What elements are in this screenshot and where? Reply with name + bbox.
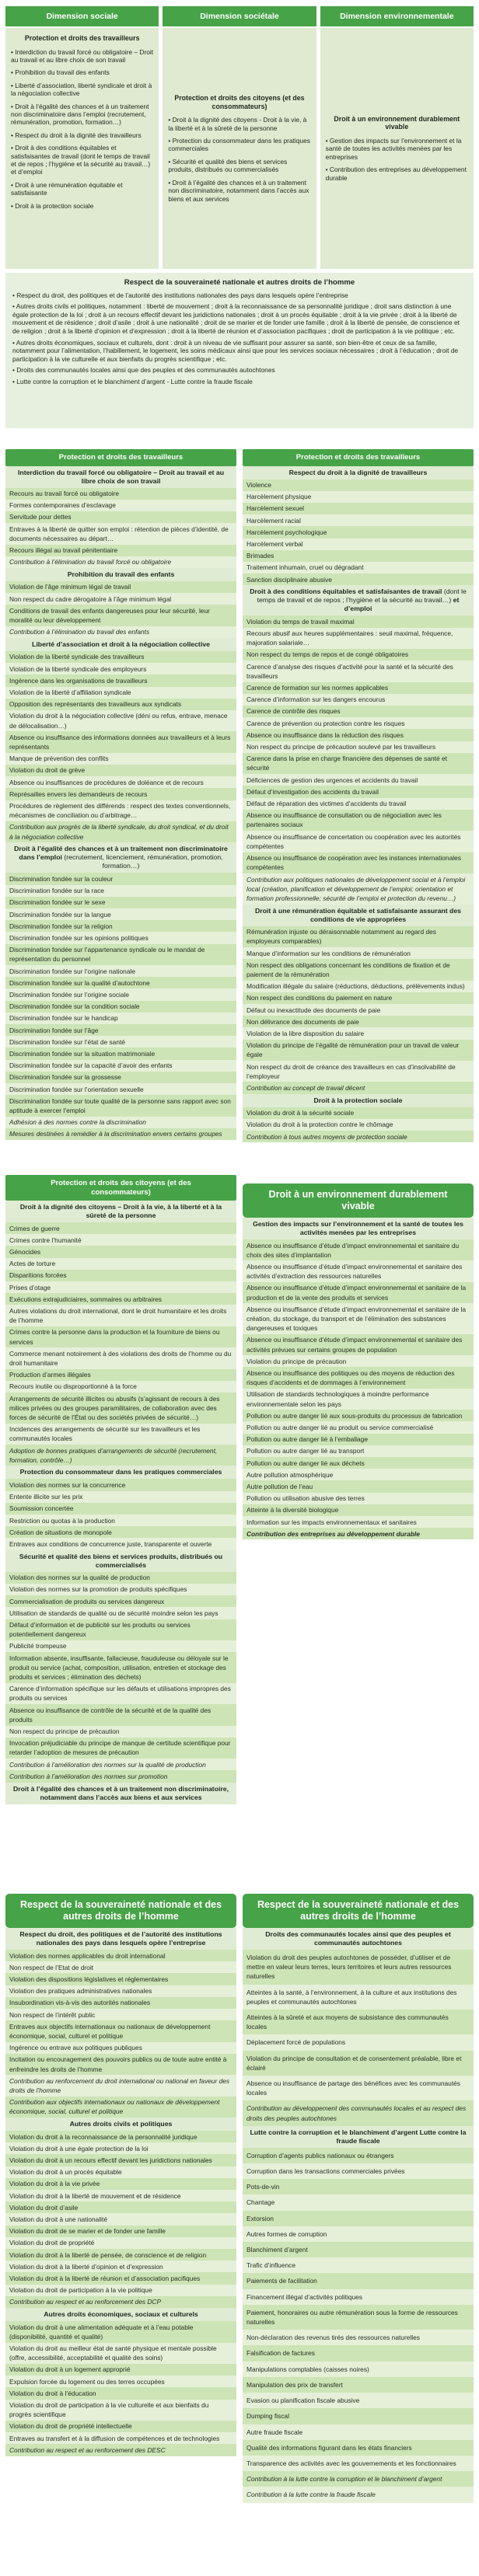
section-subheader xyxy=(243,1094,474,1107)
table-row: Autres formes de corruption xyxy=(243,2226,474,2242)
dimensions-overview-table xyxy=(5,6,474,428)
table-row: Violation du droit à un logement approprié xyxy=(5,2364,236,2376)
table-row: Contribution au développement des communautés locales et au respect des droits des peuples autochtones xyxy=(243,2100,474,2125)
table-row: Entraves au transfert et à la diffusion de compétences et de technologies xyxy=(5,2432,236,2444)
table-row: Harcèlement verbal xyxy=(243,539,474,550)
table-row: Pollution ou autre danger lié à l’emballage xyxy=(243,1434,474,1445)
table-row: Opposition des représentants des travailleurs aux syndicats xyxy=(5,699,236,710)
bullet-item: • Droit à une rémunération équitable et satisfaisante xyxy=(11,180,123,197)
table-row: Défaut ou inexactitude des documents de paie xyxy=(243,1004,474,1016)
table-row: Contribution à l’amélioration des normes sur promotion xyxy=(5,1770,236,1782)
table-row: Discrimination fondée sur la couleur xyxy=(5,873,236,884)
table-row: Violation du principe de l’égalité de rémunération pour un travail de valeur égale xyxy=(243,1040,474,1061)
table-row: Entente illicite sur les prix xyxy=(5,1491,236,1503)
subheader-text: et d’emploi xyxy=(344,596,460,613)
right-detail-column xyxy=(243,449,474,2576)
table-row: Violation du principe de consultation et de consentement préalable, libre et éclairé xyxy=(243,2051,474,2076)
table-row: Violation du droit à la vie privée xyxy=(5,2178,236,2190)
bullet-item: • Autres droits civils et politiques, notamment : liberté de mouvement ; droit à la reconnaissance de sa personnalité juridique ; droit sans distinction à une égale protection de la loi ; droit à un recours effectif devant les juridictions nationales ; droit à un procès équitable ; droit à la vie privée ; droit à la liberté de mouvement et de résidence ; droit d’asile ; droit à une nationalité ; droit de se marier et de fonder une famille ; droit à la liberté de pensée, de conscience et de religion ; droit à la liberté d’opinion et d’expression ; droit à la liberté de réunion et d’association pacifiques ; droit de participation à la vie politique ; etc. xyxy=(12,302,460,335)
table-row: Discrimination fondée sur le handicap xyxy=(5,1013,236,1024)
table-row: Non respect du cadre dérogatoire à l’âge minimum légal xyxy=(5,593,236,605)
table-row: Rémunération injuste ou déraisonnable notamment au regard des employeurs comparables) xyxy=(243,926,474,947)
table-row: Procédures de règlement des différends : respect des textes conventionnels, mécanismes de conciliation ou d’arbitrage… xyxy=(5,800,236,821)
table-row: Violation du droit de participation à la vie politique xyxy=(5,2285,236,2296)
table-row: Violation du droit à un recours effectif devant les juridictions nationales xyxy=(5,2154,236,2166)
table-row: Carence dans la prise en charge financière des dépenses de santé et sécurité xyxy=(243,753,474,774)
souverainete-overview-section xyxy=(5,273,474,428)
table-row: Autre pollution de l’eau xyxy=(243,1480,474,1492)
table-row: Défaut de réparation des victimes d’accidents du travail xyxy=(243,798,474,810)
table-row: Arrangements de sécurité illicites ou abusifs (s’agissant de recours à des milices privées ou des groupes paramilitaires, de collaboration avec des forces de sécurité de l’État ou des sociétés privées de sécurité…) xyxy=(5,1393,236,1424)
bullet-item: • Droit à la dignité des citoyens - Droit à la vie, à la liberté et à la sûreté de la personne xyxy=(168,116,307,132)
table-row: Ingérence ou entrave aux politiques publiques xyxy=(5,2042,236,2054)
bullet-item: • Prohibition du travail des enfants xyxy=(11,68,110,77)
table-row: Violation du droit au meilleur état de santé physique et mentale possible (offre, accessibilité, acceptabilité et qualité des soins) xyxy=(5,2343,236,2364)
table-row: Autres violations du droit international, dont le droit humanitaire et les droits de l’homme xyxy=(5,1305,236,1326)
table-row: Harcèlement psychologique xyxy=(243,526,474,538)
table-row: Paiement, honoraires ou autre rémunération sous la forme de ressources naturelles xyxy=(243,2305,474,2330)
table-header: Protection et droits des citoyens (et des consommateurs) xyxy=(5,1175,236,1201)
table-row: Violation de la liberté d’affiliation syndicale xyxy=(5,687,236,699)
table-row: Violation du droit de participation à la vie culturelle et aux bienfaits du progrès scientifique xyxy=(5,2400,236,2421)
table-row: Carence de contrôle des risques xyxy=(243,706,474,717)
subheader-text: Respect du droit, des politiques et de l’autorité des institutions nationales des pays dans lesquels opère l’entreprise xyxy=(19,1930,222,1947)
table-row: Non respect du principe de précaution xyxy=(5,1726,236,1738)
table-row: Absence ou insuffisance des informations données aux travailleurs et à leurs représentants xyxy=(5,731,236,752)
table-row: Recours abusif aux heures supplémentaires : seuil maximal, fréquence, majoration salariale… xyxy=(243,628,474,649)
column-dimension-environnementale xyxy=(320,6,474,269)
table-row: Violence xyxy=(243,479,474,491)
table-row: Violation du droit à la liberté d’opinion et d’expression xyxy=(5,2261,236,2272)
table-row: Contribution des entreprises au développement durable xyxy=(243,1528,474,1539)
table-row: Non respect de l’Etat de droit xyxy=(5,1961,236,1973)
section-subheader xyxy=(5,1550,236,1572)
table-row: Non-déclaration des revenus tirés des ressources naturelles xyxy=(243,2330,474,2345)
table-row: Contribution aux objectifs internationaux ou nationaux de développement économique, social, culturel et politique xyxy=(5,2097,236,2118)
citizens-rights-table xyxy=(5,1175,236,1804)
dimension-societale-body xyxy=(163,28,316,269)
table-row: Discrimination fondée sur l’origine nationale xyxy=(5,965,236,977)
table-row: Violation du droit de se marier et de fonder une famille xyxy=(5,2226,236,2237)
subheader-text: Autres droits économiques, sociaux et culturels xyxy=(44,2310,198,2319)
table-row: Exécutions extrajudiciaires, sommaires ou arbitraires xyxy=(5,1293,236,1305)
table-row: Violation du droit de propriété xyxy=(5,2237,236,2249)
table-row: Commercialisation de produits ou services dangereux xyxy=(5,1595,236,1607)
dimension-sociale-header: Dimension sociale xyxy=(5,6,159,26)
bullet-item: • Droit à l’égalité des chances et à un traitement non discriminatoire, notamment dans l’accès aux biens et aux services xyxy=(168,178,309,203)
table-row: Prises d’otage xyxy=(5,1281,236,1293)
bullet-item: • Droit à la protection sociale xyxy=(11,201,94,210)
table-row: Manque d’information sur les conditions de rémunération xyxy=(243,947,474,959)
table-row: Déficiences de gestion des urgences et accidents du travail xyxy=(243,774,474,786)
subheader-text: Droit à une rémunération équitable et satisfaisante assurant des conditions de vie appropriées xyxy=(254,906,462,923)
bullet-item: • Respect du droit à la dignité des travailleurs xyxy=(11,131,142,139)
table-row: Entraves à la liberté de quitter son emploi : rétention de pièces d’identité, de documents nécessaires au départ… xyxy=(5,523,236,544)
table-row: Violation du droit de grève xyxy=(5,765,236,776)
environment-table xyxy=(243,1183,474,1539)
table-row: Formes contemporaines d’esclavage xyxy=(5,500,236,511)
workers-dignity-table xyxy=(243,449,474,1142)
table-row: Restriction ou quotas à la production xyxy=(5,1515,236,1526)
table-row: Contribution au renforcement du droit international ou national en faveur des droits de l’homme xyxy=(5,2075,236,2096)
section-subheader xyxy=(5,2308,236,2321)
table-row: Extorsion xyxy=(243,2211,474,2226)
bullet-item: • Droits des communautés locales ainsi que des peuples et des communautés autochtones xyxy=(12,366,275,375)
section-subheader xyxy=(5,1466,236,1479)
table-row: Violation de la libre disposition du salaire xyxy=(243,1027,474,1039)
table-row: Contribution à l’élimination du travail des enfants xyxy=(5,626,236,638)
table-row: Falsification de factures xyxy=(243,2345,474,2361)
table-row: Adoption de bonnes pratiques d’arrangements de sécurité (recrutement, formation, contrôle…) xyxy=(5,1445,236,1466)
table-row: Non respect du droit de créance des travailleurs en cas d’insolvabilité de l’employeur xyxy=(243,1061,474,1082)
table-header: Droit à un environnement durablement vivable xyxy=(243,1183,474,1218)
table-row: Expulsion forcée du logement ou des terres occupées xyxy=(5,2376,236,2387)
table-row: Discrimination fondée sur la qualité d’autochtone xyxy=(5,977,236,988)
table-row: Atteinte à la diversité biologique xyxy=(243,1504,474,1516)
table-row: Non respect du temps de repos et de congé obligatoires xyxy=(243,649,474,661)
table-row: Création de situations de monopole xyxy=(5,1526,236,1538)
table-row: Violation des dispositions législatives et réglementaires xyxy=(5,1973,236,1985)
table-row: Violation du droit des peuples autochtones de posséder, d’utiliser et de mettre en valeur leurs terres, leurs territoires et leurs autres ressources naturelles xyxy=(243,1950,474,1985)
table-row: Evasion ou planification fiscale abusive xyxy=(243,2393,474,2408)
table-row: Actes de torture xyxy=(5,1258,236,1270)
table-row: Invocation préjudiciable du principe de manque de certitude scientifique pour retarder l’adoption de mesures de précaution xyxy=(5,1738,236,1759)
table-row: Dumping fiscal xyxy=(243,2408,474,2424)
table-row: Qualité des informations figurant dans les états financiers xyxy=(243,2440,474,2456)
table-row: Utilisation de standards technologiques à moindre performance environnementale selon les pays xyxy=(243,1389,474,1410)
table-row: Violation du droit à un procès équitable xyxy=(5,2166,236,2178)
table-row: Absence ou insuffisance d’étude d’impact environnemental et sanitaire de la production et de la vente des produits et services xyxy=(243,1282,474,1303)
table-row: Non respect du principe de précaution soulevé par les travailleurs xyxy=(243,741,474,753)
table-row: Contribution au respect et au renforcement des DESC xyxy=(5,2444,236,2456)
subheader-text: Droit à l’égalité des chances et à un traitement non discriminatoire, notamment dans l’accès aux biens et aux services xyxy=(12,1784,229,1801)
subheader-text: Interdiction du travail forcé ou obligatoire – Droit au travail et au libre choix de son travail xyxy=(17,468,224,485)
column-section-title: Protection et droits des travailleurs xyxy=(24,34,140,42)
table-row: Corruption d’agents publics nationaux ou étrangers xyxy=(243,2148,474,2163)
column-dimension-sociale xyxy=(5,6,159,269)
table-row: Absence ou insuffisance d’étude d’impact environnemental et sanitaire des activités d’extraction des ressources naturelles xyxy=(243,1260,474,1281)
table-row: Discrimination fondée sur la grossesse xyxy=(5,1072,236,1083)
table-row: Blanchiment d’argent xyxy=(243,2242,474,2257)
table-row: Non respect des conditions du paiement en nature xyxy=(243,992,474,1004)
table-row: Discrimination fondée sur l’âge xyxy=(5,1024,236,1036)
subheader-text: Gestion des impacts sur l’environnement et la santé de toutes les activités menées par les entreprises xyxy=(253,1220,463,1236)
table-row: Manque de prévention des conflits xyxy=(5,753,236,765)
table-row: Adhésion à des normes contre la discrimination xyxy=(5,1117,236,1128)
bullet-item: • Protection du consommateur dans les pratiques commerciales xyxy=(168,137,310,153)
table-row: Harcèlement racial xyxy=(243,514,474,526)
table-row: Ingérence dans les organisations de travailleurs xyxy=(5,675,236,686)
table-row: Absence ou insuffisances de procédures de doléance et de recours xyxy=(5,776,236,788)
workers-rights-table xyxy=(5,449,236,1140)
table-row: Pollution ou autre danger lié au transport xyxy=(243,1445,474,1457)
table-row: Chantage xyxy=(243,2194,474,2210)
subheader-text: Droit à l’égalité des chances et à un traitement non discriminatoire dans l’emploi xyxy=(14,845,228,862)
table-row: Contribution à l’amélioration des normes sur la qualité de production xyxy=(5,1759,236,1770)
table-row: Absence ou insuffisance des politiques ou des moyens de réduction des risques d’accidents et de dommages à l’environnement xyxy=(243,1367,474,1388)
table-row: Contribution aux progrès de la liberté syndicale, du droit syndical, et du droit à la négociation collective xyxy=(5,821,236,842)
table-row: Discrimination fondée sur l’orientation sexuelle xyxy=(5,1083,236,1095)
table-row: Conditions de travail des enfants dangereuses pour leur sécurité, leur moralité ou leur développement xyxy=(5,605,236,626)
table-row: Violation du temps de travail maximal xyxy=(243,615,474,627)
table-row: Violation de la liberté syndicale des employeurs xyxy=(5,663,236,675)
table-row: Recours inutile ou disproportionné à la force xyxy=(5,1381,236,1393)
table-row: Pollution ou autre danger lié au produit ou service commercialisé xyxy=(243,1421,474,1433)
table-row: Disparitions forcées xyxy=(5,1270,236,1281)
table-row: Mesures destinées à remédier à la discrimination envers certains groupes xyxy=(5,1128,236,1140)
table-row: Violation du droit à la protection contre le chômage xyxy=(243,1119,474,1131)
table-row: Financement illégal d’activités politiques xyxy=(243,2289,474,2305)
table-row: Pollution ou autre danger lié aux sous-produits du processus de fabrication xyxy=(243,1410,474,1421)
table-row: Modification illégale du salaire (réductions, déductions, prélèvements indus) xyxy=(243,981,474,992)
table-row: Violation du droit à la liberté de réunion et d’association pacifiques xyxy=(5,2272,236,2284)
table-row: Pollution ou utilisation abusive des terres xyxy=(243,1493,474,1504)
column-section-title: Protection et droits des citoyens (et des consommateurs) xyxy=(174,94,305,110)
table-row: Violation du droit à la liberté de pensée, de conscience et de religion xyxy=(5,2249,236,2261)
table-row: Manipulations comptables (caisses noires) xyxy=(243,2362,474,2377)
section-subheader xyxy=(243,905,474,926)
table-row: Carence d’information sur les dangers encourus xyxy=(243,694,474,706)
subheader-text: Lutte contre la corruption et le blanchiment d’argent Lutte contre la fraude fiscale xyxy=(250,2128,467,2145)
subheader-text: Droit à la dignité des citoyens – Droit à la vie, à la liberté et à la sûreté de la personne xyxy=(19,1203,222,1219)
table-row: Violation du droit de propriété intellectuelle xyxy=(5,2421,236,2432)
table-row: Carence de formation sur les normes applicables xyxy=(243,682,474,694)
table-row: Autre pollution atmosphérique xyxy=(243,1469,474,1480)
bullet-item: • Autres droits économiques, sociaux et culturels, dont : droit à un niveau de vie suffisant pour assurer sa santé, son bien-être et ceux de sa famille, notamment pour l’alimentation, l’habillement, le logement, les soins médicaux ainsi que pour les services sociaux nécessaires ; droit à l’éducation ; droit de participation à la vie culturelle et aux bienfaits du progrès scientifique ; etc. xyxy=(12,338,459,363)
table-row: Paiements de facilitation xyxy=(243,2273,474,2288)
souverainete-overview-bullets xyxy=(12,291,467,386)
table-row: Crimes contre la personne dans la production et la fourniture de biens ou services xyxy=(5,1326,236,1347)
table-row: Non respect des obligations concernant les conditions de fixation et de paiement de la rémunération xyxy=(243,959,474,980)
section-subheader xyxy=(243,585,474,615)
table-row: Discrimination fondée sur la religion xyxy=(5,920,236,932)
table-row: Contribution au respect et au renforcement des DCP xyxy=(5,2296,236,2308)
table-row: Recours illégal au travail pénitentiaire xyxy=(5,545,236,556)
bullet-item: • Interdiction du travail forcé ou obligatoire – Droit au travail et au libre choix de son travail xyxy=(11,47,154,64)
table-row: Contribution à tous autres moyens de protection sociale xyxy=(243,1131,474,1142)
table-row: Violation du droit à la reconnaissance de la personnalité juridique xyxy=(5,2131,236,2142)
bullet-item: • Gestion des impacts sur l’environnement et la santé de toutes les activités menées par les entreprises xyxy=(325,137,462,161)
table-row: Harcèlement physique xyxy=(243,491,474,503)
subheader-text: Liberté d’association et droit à la négociation collective xyxy=(32,640,210,648)
table-row: Discrimination fondée sur la race xyxy=(5,885,236,897)
table-row: Contribution à la lutte contre la fraude fiscale xyxy=(243,2487,474,2502)
table-row: Violation du droit à la sécurité sociale xyxy=(243,1107,474,1119)
subheader-text: Sécurité et qualité des biens et services produits, distribués ou commercialisés xyxy=(19,1552,223,1569)
table-row: Carence de prévention ou protection contre les risques xyxy=(243,717,474,729)
sovereignty-communities-table xyxy=(243,1894,474,2503)
section-subheader xyxy=(5,638,236,651)
table-row: Absence ou insuffisance d’étude d’impact environnemental et sanitaire de la création, du stockage, du transport et de l’élimination des substances dangereuses et toxiques xyxy=(243,1303,474,1334)
section-subheader xyxy=(5,1928,236,1950)
table-row: Absence ou insuffisance d’étude d’impact environnemental et sanitaire du choix des sites d’implantation xyxy=(243,1239,474,1260)
subheader-text: (recrutement, licenciement, rémunération, promotion, formation…) xyxy=(64,853,223,870)
sovereignty-rights-table xyxy=(5,1894,236,2456)
table-row: Pots-de-vin xyxy=(243,2179,474,2194)
table-row: Production d’armes illégales xyxy=(5,1369,236,1381)
table-row: Incitation ou encouragement des pouvoirs publics ou de toute autre entité à enfreindre les droits de l’homme xyxy=(5,2054,236,2075)
table-row: Discrimination fondée sur la condition sociale xyxy=(5,1001,236,1013)
table-header: Respect de la souveraineté nationale et des autres droits de l’homme xyxy=(243,1894,474,1928)
table-row: Absence ou insuffisance de coopération avec les instances internationales compétentes xyxy=(243,852,474,873)
table-row: Absence ou insuffisance de contrôle de la sécurité et de la qualité des produits xyxy=(5,1704,236,1725)
table-row: Discrimination fondée sur les opinions politiques xyxy=(5,932,236,943)
table-row: Violation du droit à une égale protection de la loi xyxy=(5,2142,236,2154)
table-row: Carence d’information spécifique sur les défauts et utilisations impropres des produits ou services xyxy=(5,1683,236,1704)
section-subheader xyxy=(5,568,236,581)
table-row: Absence ou insuffisance dans la réduction des risques xyxy=(243,729,474,741)
subheader-text: Protection du consommateur dans les pratiques commerciales xyxy=(19,1468,222,1476)
table-row: Violation des normes applicables du droit international xyxy=(5,1950,236,1961)
table-row: Violation du principe de précaution xyxy=(243,1355,474,1367)
table-row: Discrimination fondée sur l’état de santé xyxy=(5,1036,236,1047)
dimension-societale-header: Dimension sociétale xyxy=(163,6,316,26)
table-row: Non délivrance des documents de paie xyxy=(243,1016,474,1027)
table-row: Violation des pratiques administratives nationales xyxy=(5,1985,236,1997)
bullet-item: • Contribution des entreprises au développement durable xyxy=(325,166,467,182)
subheader-text: Droit à des conditions équitables et satisfaisantes de travail xyxy=(250,587,444,596)
table-header: Protection et droits des travailleurs xyxy=(5,449,236,466)
table-row: Atteintes à la sûreté et aux moyens de subsistance des communautés locales xyxy=(243,2010,474,2034)
table-row: Déplacement forcé de populations xyxy=(243,2034,474,2050)
table-row: Discrimination fondée sur la capacité d’avoir des enfants xyxy=(5,1060,236,1072)
bullet-item: • Lutte contre la corruption et le blanchiment d’argent - Lutte contre la fraude fiscale xyxy=(12,377,253,385)
table-row: Manipulation des prix de transfert xyxy=(243,2377,474,2393)
table-row: Absence ou insuffisance de partage des bénéfices avec les communautés locales xyxy=(243,2076,474,2100)
table-row: Contribution à l’élimination du travail forcé ou obligatoire xyxy=(5,556,236,568)
table-row: Discrimination fondée sur la langue xyxy=(5,908,236,920)
table-row: Absence ou insuffisance de concertation ou coopération avec les autorités compétentes xyxy=(243,831,474,852)
dimension-environnementale-body xyxy=(320,28,474,269)
table-row: Contribution au concept de travail décent xyxy=(243,1082,474,1093)
table-row: Contribution aux politiques nationales de développement social et à l’emploi local (création, planification et développement de l’emploi; orientation et formation professionnelle; sécurité de l’emploi et protection du revenu…) xyxy=(243,873,474,905)
column-section-title: Droit à un environnement durablement vivable xyxy=(334,114,460,131)
table-row: Publicité trompeuse xyxy=(5,1640,236,1652)
table-row: Contribution à la lutte contre la corruption et le blanchiment d’argent xyxy=(243,2471,474,2487)
table-row: Sanction disciplinaire abusive xyxy=(243,573,474,585)
section-subheader xyxy=(243,466,474,479)
section-subheader xyxy=(243,1218,474,1239)
subheader-text: Droit à la protection sociale xyxy=(313,1096,403,1104)
table-row: Violation du droit à la négociation collective (déni ou refus, entrave, menace de délocalisation…) xyxy=(5,710,236,731)
table-row: Violation des normes sur la qualité de production xyxy=(5,1572,236,1584)
table-row: Violation du droit à la liberté de mouvement et de résidence xyxy=(5,2190,236,2201)
section-subheader xyxy=(243,2126,474,2148)
table-row: Crimes de guerre xyxy=(5,1222,236,1234)
table-row: Violation du droit à l’éducation xyxy=(5,2387,236,2399)
table-row: Violation des normes sur la concurrence xyxy=(5,1479,236,1490)
table-row: Recours au travail forcé ou obligatoire xyxy=(5,488,236,500)
table-row: Corruption dans les transactions commerciales privées xyxy=(243,2163,474,2179)
bullet-item: • Sécurité et qualité des biens et services produits, distribués ou commercialisés xyxy=(168,157,288,174)
section-subheader xyxy=(5,466,236,488)
table-row: Discrimination fondée sur la situation matrimoniale xyxy=(5,1047,236,1059)
section-subheader xyxy=(5,1783,236,1804)
table-row: Discrimination fondée sur le sexe xyxy=(5,897,236,908)
section-subheader xyxy=(243,1928,474,1950)
section-subheader xyxy=(5,842,236,873)
table-row: Non respect de l’intérêt public xyxy=(5,2009,236,2020)
table-row: Transparence des activités avec les gouvernements et les fonctionnaires xyxy=(243,2456,474,2471)
table-row: Atteintes à la santé, à l’environnement, à la culture et aux institutions des peuples et communautés autochtones xyxy=(243,1985,474,2010)
table-row: Génocides xyxy=(5,1246,236,1257)
table-header: Respect de la souveraineté nationale et des autres droits de l’homme xyxy=(5,1894,236,1928)
table-row: Incidences des arrangements de sécurité sur les travailleurs et les communautés locales xyxy=(5,1424,236,1445)
dimension-columns xyxy=(5,6,474,269)
subheader-text: Prohibition du travail des enfants xyxy=(67,570,175,578)
table-row: Trafic d’influence xyxy=(243,2257,474,2273)
bullet-item: • Droit à des conditions équitables et satisfaisantes de travail (dont le temps de travail et de repos ; l’hygiène et la sécurité au travail…) et d’emploi xyxy=(11,144,151,176)
table-row: Insubordination vis-à-vis des autorités nationales xyxy=(5,1997,236,2009)
dimension-environnementale-header: Dimension environnementale xyxy=(320,6,474,26)
table-row: Carence d’analyse des risques d’activité pour la santé et la sécurité des travailleurs xyxy=(243,661,474,681)
table-row: Violation du droit à une alimentation adéquate et à l’eau potable (disponibilité, quantité et qualité) xyxy=(5,2321,236,2342)
bullet-item: • Liberté d’association, liberté syndicale et droit à la négociation collective xyxy=(11,81,152,98)
table-row: Absence ou insuffisance d’étude d’impact environnemental et sanitaire des activités prévues sur certains groupes de population xyxy=(243,1334,474,1355)
table-row: Discrimination fondée sur l’appartenance syndicale ou le mandat de représentation du personnel xyxy=(5,944,236,965)
subheader-text: Autres droits civils et politiques xyxy=(69,2120,173,2128)
table-row: Entraves aux conditions de concurrence juste, transparente et ouverte xyxy=(5,1538,236,1549)
table-row: Entraves aux objectifs internationaux ou nationaux de développement économique, social, culturel et politique xyxy=(5,2020,236,2041)
table-row: Traitement inhumain, cruel ou dégradant xyxy=(243,562,474,573)
table-row: Servitude pour dettes xyxy=(5,511,236,523)
table-row: Défaut d’information et de publicité sur les produits ou services potentiellement dangereux xyxy=(5,1619,236,1640)
table-row: Soumission concertée xyxy=(5,1503,236,1515)
table-row: Brimades xyxy=(243,550,474,562)
table-row: Violation des normes sur la promotion de produits spécifiques xyxy=(5,1584,236,1595)
table-row: Utilisation de standards de qualité ou de sécurité moindre selon les pays xyxy=(5,1607,236,1619)
section-subheader xyxy=(5,1201,236,1222)
left-detail-column xyxy=(5,449,236,2576)
subheader-text: Droits des communautés locales ainsi que des peuples et communautés autochtones xyxy=(265,1930,451,1947)
table-header: Protection et droits des travailleurs xyxy=(243,449,474,466)
table-row: Information absente, insuffisante, fallacieuse, frauduleuse ou déloyale sur le produit ou service (achat, composition, utilisation, entretien et stockage des produits et services ; élimination des déchets) xyxy=(5,1652,236,1683)
bullet-item: • Droit à l’égalité des chances et à un traitement non discriminatoire dans l’emploi (recrutement, rémunération, promotion, formation…) xyxy=(11,102,149,127)
table-row: Défaut d’investigation des accidents du travail xyxy=(243,786,474,797)
souverainete-overview-title: Respect de la souveraineté nationale et autres droits de l’homme xyxy=(124,278,355,287)
subheader-text: Respect du droit à la dignité de travailleurs xyxy=(288,468,428,476)
bullet-item: • Respect du droit, des politiques et de l’autorité des institutions nationales des pays dans lesquels opère l’entreprise xyxy=(12,291,348,299)
dimension-sociale-body xyxy=(5,28,159,269)
table-row: Crimes contre l’humanité xyxy=(5,1234,236,1246)
table-row: Information sur les impacts environnementaux et sanitaires xyxy=(243,1516,474,1528)
table-row: Discrimination fondée sur toute qualité de la personne sans rapport avec son aptitude à exercer l’emploi xyxy=(5,1095,236,1116)
table-row: Harcèlement sexuel xyxy=(243,503,474,514)
table-row: Commerce menant notoirement à des violations des droits de l’homme ou du droit humanitaire xyxy=(5,1347,236,1368)
table-row: Violation du droit d’asile xyxy=(5,2201,236,2213)
column-dimension-societale xyxy=(163,6,316,269)
table-row: Représailles envers les demandeurs de recours xyxy=(5,788,236,800)
table-row: Pollution ou autre danger lié aux déchets xyxy=(243,1457,474,1469)
table-row: Violation de l’âge minimum légal de travail xyxy=(5,581,236,593)
subheader-text: (dont le temps de travail et de repos ; l’hygiène et la sécurité au travail…) xyxy=(257,587,467,605)
table-row: Violation de la liberté syndicale des travailleurs xyxy=(5,651,236,663)
table-row: Absence ou insuffisance de consultation ou de négociation avec les partenaires sociaux xyxy=(243,810,474,831)
table-row: Violation du droit à une nationalité xyxy=(5,2213,236,2225)
section-subheader xyxy=(5,2118,236,2131)
table-row: Autre fraude fiscale xyxy=(243,2424,474,2440)
table-row: Discrimination fondée sur l’origine sociale xyxy=(5,988,236,1000)
